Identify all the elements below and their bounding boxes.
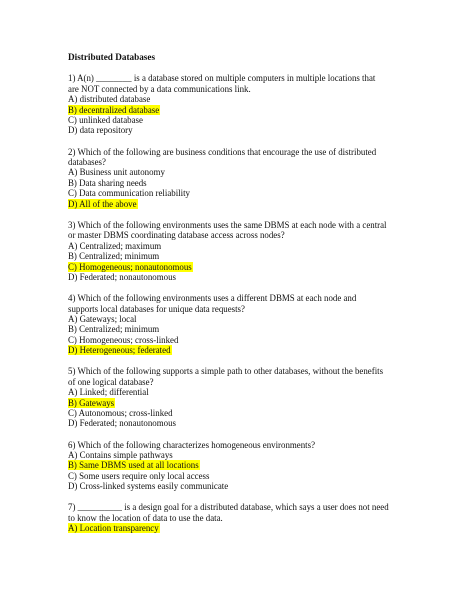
answer-text: C) Homogeneous; cross-linked: [68, 334, 179, 345]
question-6: [68, 440, 408, 492]
answer-text: C) unlinked database: [68, 115, 143, 126]
answer-option: [68, 335, 408, 345]
answer-option: [68, 450, 408, 460]
answer-option: [68, 418, 408, 428]
question-3: [68, 220, 408, 282]
answer-option: [68, 387, 408, 397]
question-stem-line: to know the location of data to use the data.: [68, 512, 223, 523]
answer-option: [68, 408, 408, 418]
question-list: [68, 73, 408, 533]
question-stem-line: 4) Which of the following environments uses a different DBMS at each node and: [68, 293, 357, 304]
question-stem-line: 6) Which of the following characterizes homogeneous environments?: [68, 439, 316, 450]
question-stem-line: of one logical database?: [68, 376, 154, 387]
answer-text: C) Autonomous; cross-linked: [68, 407, 173, 418]
answer-option: [68, 398, 408, 408]
answer-option: [68, 324, 408, 334]
answer-text: A) Contains simple pathways: [68, 449, 173, 460]
answer-text: B) Data sharing needs: [68, 177, 147, 188]
question-stem-line: 3) Which of the following environments uses the same DBMS at each node with a central: [68, 219, 387, 230]
answer-text: D) Federated; nonautonomous: [68, 418, 176, 429]
answer-option: [68, 94, 408, 104]
highlighted-answer: B) Same DBMS used at all locations: [68, 460, 199, 471]
answer-text: C) Data communication reliability: [68, 188, 190, 199]
document-title: Distributed Databases: [68, 52, 156, 62]
answer-text: D) Cross-linked systems easily communicate: [68, 481, 229, 492]
answer-option: [68, 125, 408, 135]
answer-text: D) data repository: [68, 125, 133, 136]
highlighted-answer: B) Gateways: [68, 397, 115, 408]
answer-option: [68, 460, 408, 470]
question-stem-line: supports local databases for unique data requests?: [68, 303, 245, 314]
question-2: [68, 147, 408, 209]
answer-text: B) Centralized; minimum: [68, 251, 160, 262]
answer-option: [68, 345, 408, 355]
answer-text: C) Some users require only local access: [68, 470, 210, 481]
answer-option: [68, 178, 408, 188]
answer-text: A) Linked; differential: [68, 387, 149, 398]
question-7: [68, 502, 408, 533]
highlighted-answer: D) All of the above: [68, 198, 137, 209]
answer-text: B) Centralized; minimum: [68, 324, 160, 335]
answer-option: [68, 471, 408, 481]
answer-text: A) Business unit autonomy: [68, 167, 165, 178]
question-4: [68, 293, 408, 355]
answer-option: [68, 272, 408, 282]
answer-option: [68, 105, 408, 115]
answer-option: [68, 167, 408, 177]
answer-option: [68, 188, 408, 198]
answer-option: [68, 314, 408, 324]
question-stem-line: are NOT connected by a data communications link.: [68, 83, 251, 94]
answer-option: [68, 523, 408, 533]
question-stem-line: 5) Which of the following supports a simple path to other databases, without the benefits: [68, 366, 384, 377]
question-stem-line: 2) Which of the following are business conditions that encourage the use of distributed: [68, 146, 377, 157]
answer-option: [68, 251, 408, 261]
answer-text: A) Gateways; local: [68, 313, 137, 324]
document-page: [68, 52, 408, 544]
answer-option: [68, 199, 408, 209]
highlighted-answer: D) Heterogeneous; federated: [68, 345, 171, 356]
question-stem-line: 1) A(n) ________ is a database stored on multiple computers in multiple locations that: [68, 73, 376, 84]
answer-option: [68, 241, 408, 251]
highlighted-answer: C) Homogeneous; nonautonomous: [68, 261, 192, 272]
highlighted-answer: B) decentralized database: [68, 104, 160, 115]
question-5: [68, 366, 408, 428]
answer-option: [68, 262, 408, 272]
answer-text: A) Centralized; maximum: [68, 240, 162, 251]
highlighted-answer: A) Location transparency: [68, 523, 159, 534]
question-stem-line: databases?: [68, 157, 106, 168]
answer-option: [68, 481, 408, 491]
answer-option: [68, 115, 408, 125]
question-stem-line: 7) __________ is a design goal for a distributed database, which says a user does not need: [68, 502, 389, 513]
answer-text: D) Federated; nonautonomous: [68, 271, 176, 282]
answer-text: A) distributed database: [68, 94, 151, 105]
question-1: [68, 73, 408, 135]
question-stem-line: or master DBMS coordinating database access across nodes?: [68, 230, 285, 241]
